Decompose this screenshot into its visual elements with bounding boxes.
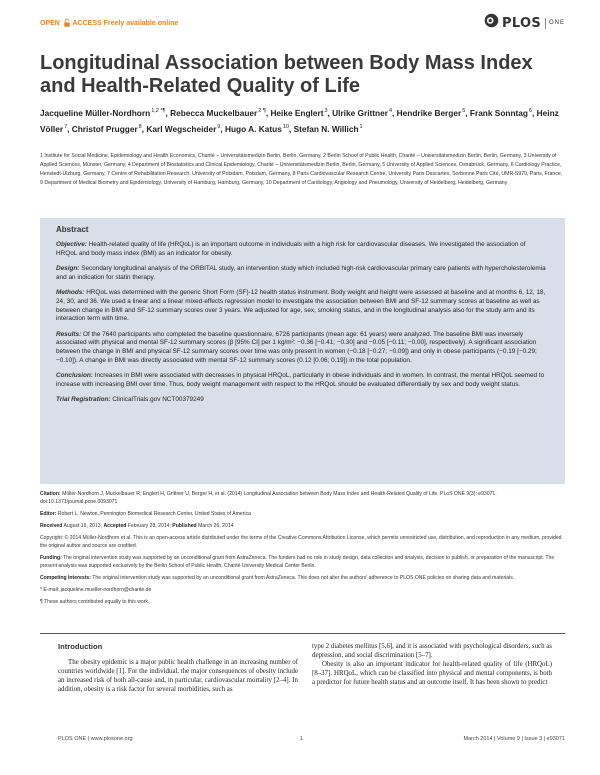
section-label: Design: bbox=[56, 265, 80, 273]
abstract-methods bbox=[56, 289, 548, 323]
author-email[interactable]: * E-mail: jacqueline.mueller-nordhorn@charite.de bbox=[40, 587, 152, 593]
author-name: Stefan N. Willich bbox=[293, 124, 359, 134]
abstract-objective bbox=[56, 241, 548, 258]
footer-site-link[interactable]: www.plosone.org bbox=[90, 736, 133, 742]
author-affiliation-marker: 5 bbox=[462, 108, 466, 114]
abstract-design bbox=[56, 265, 548, 282]
author-affiliation-marker: 7 bbox=[64, 124, 68, 130]
author-affiliation-marker: 1,2 *¶ bbox=[151, 108, 166, 114]
section-label: Trial Registration: bbox=[56, 396, 111, 404]
access-label: ACCESS bbox=[72, 20, 102, 27]
section-text: Secondary longitudinal analysis of the ORBITAL study, an intervention study which included high-risk cardiovascular primary care patients with hypercholesterolemia and an indication for statin therapy. bbox=[56, 265, 546, 281]
author-affiliation-marker: 1 bbox=[359, 124, 363, 130]
author-affiliation-marker: 9 bbox=[217, 124, 221, 130]
plos-brand-text: PLOS bbox=[502, 15, 541, 31]
article-metadata bbox=[40, 490, 565, 610]
section-text: Health-related quality of life (HRQoL) is an important outcome in individuals with a high risk for cardiovascular diseases. We investigated the association of HRQoL and body mass index (BMI) as an indicator for obesity. bbox=[56, 241, 526, 257]
intro-paragraph: type 2 diabetes mellitus [5,6], and it is associated with psychological disorders, such as depression, and social discrimination [5–7]. bbox=[312, 643, 552, 659]
meta-label: Citation: bbox=[40, 491, 61, 497]
author-name: Heinz Völler bbox=[40, 108, 559, 134]
open-access-label: OPEN bbox=[40, 20, 60, 27]
author-name: Ulrike Grittner bbox=[332, 108, 388, 118]
footer-issue: March 2014 | Volume 9 | Issue 3 | e93071 bbox=[463, 736, 565, 742]
journal-header bbox=[40, 14, 565, 38]
copyright: Copyright: © 2014 Müller-Nordhorn et al. This is an open-access article distributed under the terms of the Creative Commons Attribution License, which permits unrestricted use, distribution, and reproduction in any medium, provided the original author and source are credited. bbox=[40, 535, 562, 549]
abstract-conclusion bbox=[56, 372, 548, 389]
author-affiliation-marker: 10 bbox=[282, 124, 289, 130]
author-affiliation-marker: 6 bbox=[528, 108, 533, 114]
intro-right-column bbox=[312, 643, 552, 688]
author-name: Karl Wegscheider bbox=[146, 124, 217, 134]
author-name: Rebecca Muckelbauer bbox=[170, 108, 258, 118]
open-lock-icon bbox=[64, 19, 70, 29]
funding bbox=[40, 554, 565, 570]
competing-interests bbox=[40, 574, 565, 582]
meta-text: March 26, 2014 bbox=[198, 523, 234, 529]
article-title: Longitudinal Association between Body Mass Index and Health-Related Quality of Life bbox=[40, 52, 533, 97]
section-label: Methods: bbox=[56, 289, 85, 297]
editor bbox=[40, 510, 565, 518]
meta-text: August 16, 2013; bbox=[63, 523, 103, 529]
abstract-body bbox=[56, 241, 548, 412]
author-name: Hendrike Berger bbox=[396, 108, 462, 118]
author-affiliation-marker: 8 bbox=[138, 124, 142, 130]
plos-logo-icon bbox=[484, 13, 499, 33]
intro-paragraph: The obesity epidemic is a major public health challenge in an increasing number of countries worldwide [1]. For the individual, the major consequences of obesity include an increased risk of both all-cause and, in particular, cardiovascular mortality [2–4]. In addition, obesity is a risk factor for several morbidities, such as bbox=[58, 658, 298, 693]
equal-contribution-note: ¶ These authors contributed equally to this work. bbox=[40, 599, 150, 605]
trial-registration-link[interactable]: ClinicalTrials.gov NCT00379249 bbox=[112, 396, 204, 404]
abstract-heading: Abstract bbox=[56, 225, 89, 234]
plos-one-text: ONE bbox=[548, 20, 565, 26]
meta-label: Received bbox=[40, 523, 63, 529]
author-list: Jacqueline Müller-Nordhorn$^{1,2 *\P}$, Rebecca Muckelbauer$^{2 \P}$, Heike Englert$^3$, Ulrike Grittner$^4$, Hendrike Berger$^5$, Frank Sonntag$^6$, Heinz Völler$^7$, Christof Prugger$^8$, Karl Wegscheider$^9$, Hugo A. Katus$^{10}$, Stefan N. Willich$^1$ bbox=[40, 108, 559, 134]
section-label: Results: bbox=[56, 330, 82, 338]
meta-text: Müller-Nordhorn J, Muckelbauer R, Englert H, Grittner U, Berger H, et al. (2014) Longitudinal Association between Body Mass Index and Health-Related Quality of Life. PLoS ONE 9(3): e93071. doi:10.1371/journal.pone.0093071 bbox=[40, 491, 497, 505]
meta-label: Accepted bbox=[103, 523, 127, 529]
author-affiliation-marker: 2 ¶ bbox=[258, 108, 266, 114]
section-label: Conclusion: bbox=[56, 372, 93, 380]
footer-journal: PLOS ONE | www.plosone.org bbox=[58, 736, 133, 742]
freely-available-label: Freely available online bbox=[103, 20, 179, 27]
section-text: Of the 7640 participants who completed the baseline questionnaire, 6726 participants (mean age: 61 years) were analyzed. The baseline BMI was inversely associated with physical and mental SF-12 summary scores (β [95% CI] per 1 kg/m²: −0.36 [−0.41; −0.30] and −0.05 [−0.11; −0.00], respectively). A significant association between the change in BMI and physical SF-12 summary scores over time was only present in women (−0.18 [−0.27; −0.09]) and only in obese participants (−0.19 [−0.29; −0.10]). A change in BMI was directly associated with mental SF-12 summary scores (0.12 [0.06; 0.19]) in the total population. bbox=[56, 330, 537, 364]
section-text: Increases in BMI were associated with decreases in physical HRQoL, particularly in obese individuals and in women. In contrast, the mental HRQoL seemed to increase with increasing BMI over time. Thus, body weight management with respect to the HRQoL should be evaluated differentially by sex and body weight status. bbox=[56, 372, 545, 388]
open-access-badge bbox=[40, 19, 178, 29]
author-name: Hugo A. Katus bbox=[224, 124, 282, 134]
meta-label: Funding: bbox=[40, 555, 62, 561]
abstract-trial-registration bbox=[56, 396, 548, 405]
section-divider bbox=[40, 633, 565, 634]
section-text: HRQoL was determined with the generic Short Form (SF)-12 health status instrument. Body weight and height were assessed at baseline and at months 6, 12, 18, 24, 30, and 36. We used a linear and a linear mixed-effects regression model to investigate the association between BMI and SF-12 summary scores at baseline as well as between change in BMI and SF-12 summary scores over 3 years. We adjusted for age, sex, smoking status, and in the longitudinal analysis also for the study arm and its interaction term with time. bbox=[56, 289, 546, 323]
author-affiliation-marker: 4 bbox=[388, 108, 393, 114]
logo-separator bbox=[545, 18, 546, 29]
citation bbox=[40, 490, 565, 506]
introduction-heading: Introduction bbox=[58, 642, 103, 651]
meta-text: The original intervention study was supported by an unconditional grant from AstraZeneca. The funders had no role in study design, data collection and analysis, decision to publish, or preparation of the manuscript. The present analysis was supported exclusively by the Berlin School of Public Health, Charité University Medical Center Berlin. bbox=[40, 555, 555, 569]
footer-journal-name: PLOS ONE bbox=[58, 736, 87, 742]
meta-label: Editor: bbox=[40, 511, 57, 517]
meta-label: Competing Interests: bbox=[40, 575, 91, 581]
plos-one-logo bbox=[484, 14, 565, 32]
meta-text: The original intervention study was supported by an unconditional grant from AstraZeneca. This does not alter the authors' adherence to PLOS ONE policies on sharing data and materials. bbox=[92, 575, 515, 581]
meta-text: Robert L. Newton, Pennington Biomedical Research Center, United States of America bbox=[57, 511, 251, 517]
author-name: Jacqueline Müller-Nordhorn bbox=[40, 108, 151, 118]
page-number: 1 bbox=[300, 736, 304, 742]
intro-left-column bbox=[58, 643, 298, 695]
author-affiliation-marker: 3 bbox=[324, 108, 328, 114]
author-name: Christof Prugger bbox=[71, 124, 138, 134]
affiliations: 1 Institute for Social Medicine, Epidemiology and Health Economics, Charité – Universitätsmedizin Berlin, Berlin, Germany, 2 Berlin School of Public Health, Charité – Universitätsmedizin Berlin, Berlin, Germany, 3 University of Applied Sciences, Münster, Germany, 4 Department of Biostatistics and Clinical Epidemiology, Charité – Universitätsmedizin Berlin, Berlin, Germany, 5 University of Applied Sciences, Osnabrück, Germany, 6 Cardiology Practice, Henstedt-Ulzburg, Germany, 7 Centre of Rehabilitation Research, University of Potsdam, Potsdam, Germany, 8 Paris Cardiovascular Research Centre, University Paris Descartes, Sorbonne Paris Cité, UMR-S970, Paris, France, 9 Department of Medical Biometry and Epidemiology, University of Hamburg, Hamburg, Germany, 10 Department of Cardiology, Angiology and Pneumology, University of Heidelberg, Heidelberg, Germany bbox=[40, 153, 563, 186]
page-footer bbox=[40, 736, 565, 748]
intro-paragraph: Obesity is also an important indicator for health-related quality of life (HRQoL) [8–37]. HRQoL, which can be classified into physical and mental components, is both a predictor for future health status and an outcome itself. It has been shown to predict bbox=[312, 660, 552, 686]
meta-label: Published bbox=[172, 523, 197, 529]
author-name: Heike Englert bbox=[270, 108, 324, 118]
dates bbox=[40, 522, 565, 530]
section-label: Objective: bbox=[56, 241, 87, 248]
abstract-box bbox=[40, 218, 565, 484]
abstract-results bbox=[56, 331, 548, 365]
author-name: Frank Sonntag bbox=[469, 108, 528, 118]
meta-text: February 28, 2014; bbox=[127, 523, 171, 529]
